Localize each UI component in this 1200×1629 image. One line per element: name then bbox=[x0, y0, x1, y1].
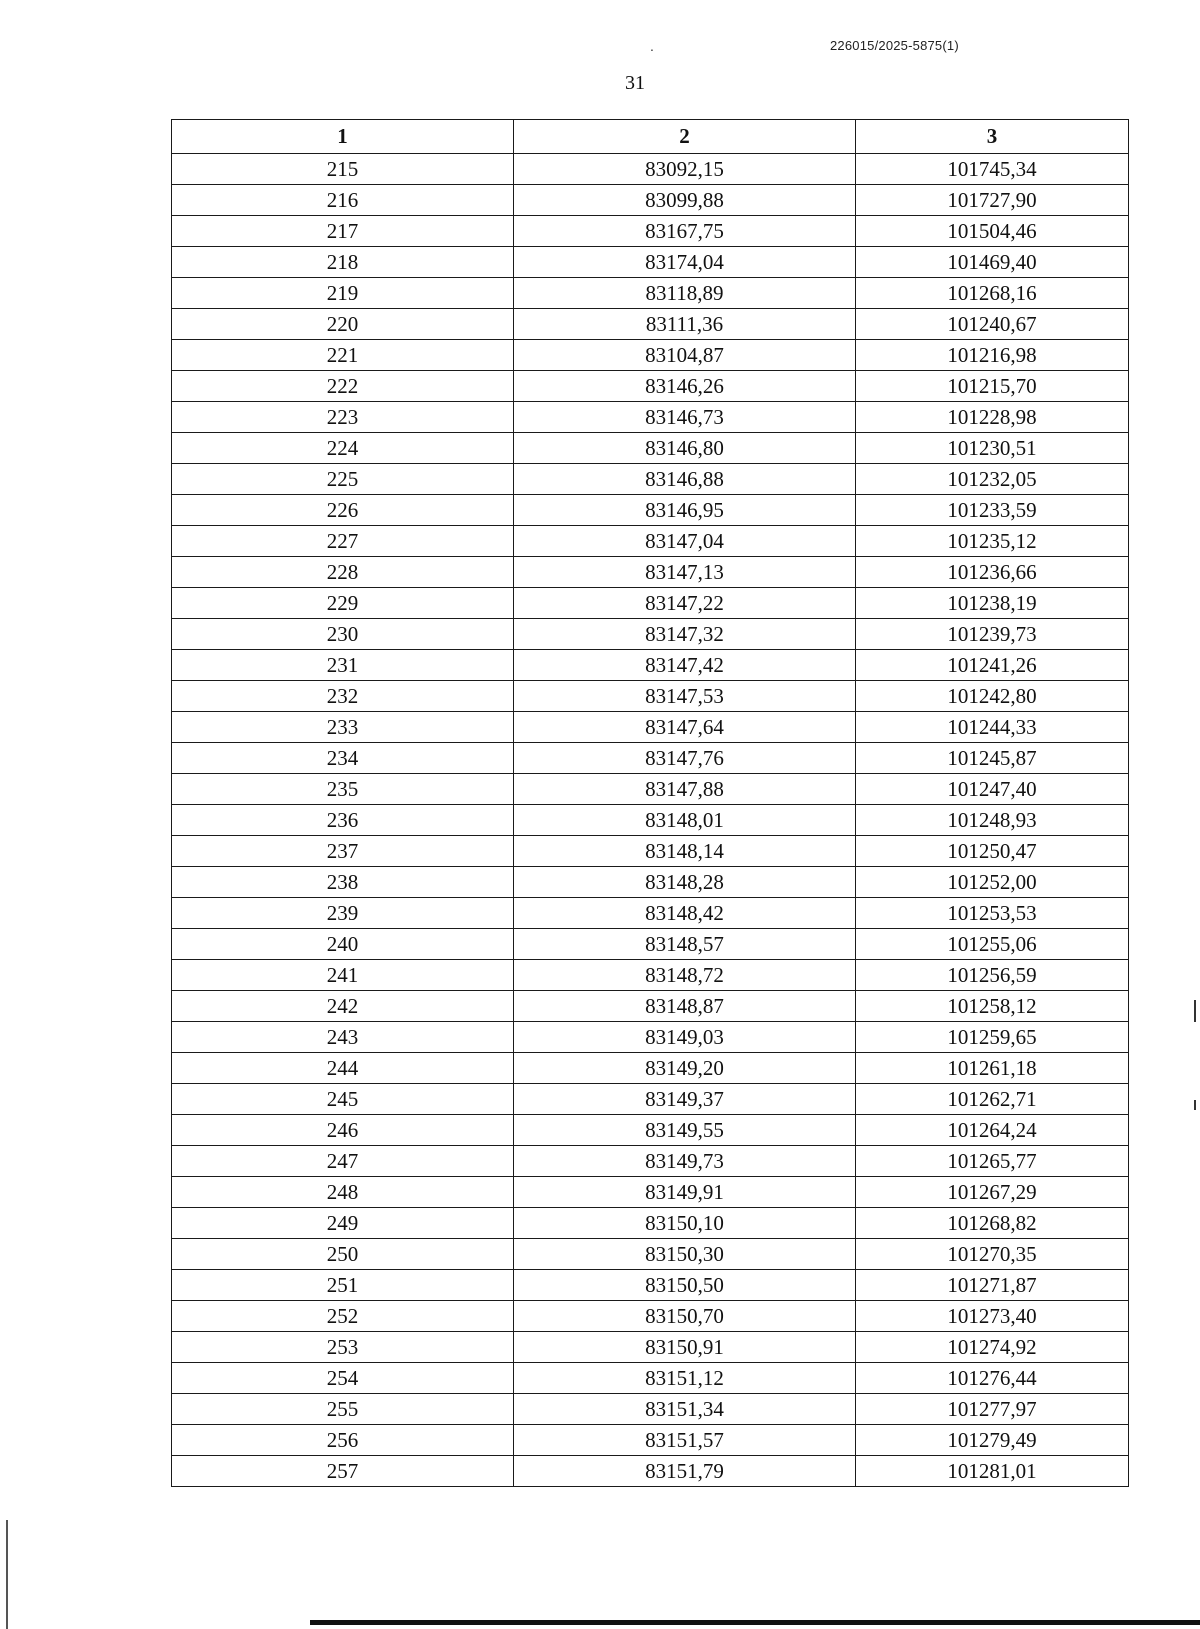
table-cell-col-1: 242 bbox=[172, 991, 514, 1022]
table-row bbox=[172, 1425, 1129, 1456]
table-cell-col-1: 234 bbox=[172, 743, 514, 774]
table-row bbox=[172, 743, 1129, 774]
table-cell-col-2: 83150,91 bbox=[514, 1332, 856, 1363]
scan-bottom-rule bbox=[310, 1620, 1200, 1625]
table-cell-col-2: 83104,87 bbox=[514, 340, 856, 371]
table-cell-col-2: 83150,50 bbox=[514, 1270, 856, 1301]
table-cell-col-2: 83150,30 bbox=[514, 1239, 856, 1270]
table-cell-col-1: 217 bbox=[172, 216, 514, 247]
table-row bbox=[172, 650, 1129, 681]
table-cell-col-1: 221 bbox=[172, 340, 514, 371]
table-cell-col-3: 101232,05 bbox=[856, 464, 1129, 495]
table-cell-col-3: 101264,24 bbox=[856, 1115, 1129, 1146]
table-cell-col-2: 83149,55 bbox=[514, 1115, 856, 1146]
table-cell-col-3: 101240,67 bbox=[856, 309, 1129, 340]
table-row bbox=[172, 526, 1129, 557]
table-cell-col-1: 224 bbox=[172, 433, 514, 464]
table-cell-col-2: 83148,01 bbox=[514, 805, 856, 836]
table-row bbox=[172, 1301, 1129, 1332]
table-cell-col-1: 216 bbox=[172, 185, 514, 216]
table-cell-col-1: 252 bbox=[172, 1301, 514, 1332]
table-row bbox=[172, 867, 1129, 898]
table-row bbox=[172, 402, 1129, 433]
table-cell-col-2: 83167,75 bbox=[514, 216, 856, 247]
table-cell-col-3: 101277,97 bbox=[856, 1394, 1129, 1425]
coordinates-table bbox=[171, 119, 1129, 1487]
table-cell-col-3: 101281,01 bbox=[856, 1456, 1129, 1487]
table-cell-col-2: 83147,22 bbox=[514, 588, 856, 619]
document-id: 226015/2025-5875(1) bbox=[830, 38, 959, 53]
table-cell-col-3: 101265,77 bbox=[856, 1146, 1129, 1177]
table-cell-col-2: 83148,14 bbox=[514, 836, 856, 867]
table-cell-col-3: 101247,40 bbox=[856, 774, 1129, 805]
table-row bbox=[172, 1208, 1129, 1239]
table-cell-col-1: 247 bbox=[172, 1146, 514, 1177]
column-header-1: 1 bbox=[172, 120, 514, 154]
table-row bbox=[172, 309, 1129, 340]
table-row bbox=[172, 1115, 1129, 1146]
table-cell-col-2: 83118,89 bbox=[514, 278, 856, 309]
table-row bbox=[172, 619, 1129, 650]
table-row bbox=[172, 1053, 1129, 1084]
table-cell-col-1: 244 bbox=[172, 1053, 514, 1084]
table-cell-col-3: 101469,40 bbox=[856, 247, 1129, 278]
table-cell-col-2: 83174,04 bbox=[514, 247, 856, 278]
table-row bbox=[172, 154, 1129, 185]
table-cell-col-3: 101250,47 bbox=[856, 836, 1129, 867]
table-cell-col-2: 83149,91 bbox=[514, 1177, 856, 1208]
table-cell-col-2: 83146,26 bbox=[514, 371, 856, 402]
table-row bbox=[172, 991, 1129, 1022]
table-row bbox=[172, 557, 1129, 588]
table-cell-col-2: 83149,03 bbox=[514, 1022, 856, 1053]
table-cell-col-1: 243 bbox=[172, 1022, 514, 1053]
table-cell-col-3: 101252,00 bbox=[856, 867, 1129, 898]
scan-artifact-mark bbox=[1194, 1100, 1196, 1110]
table-cell-col-1: 245 bbox=[172, 1084, 514, 1115]
table-row bbox=[172, 1332, 1129, 1363]
table-cell-col-1: 232 bbox=[172, 681, 514, 712]
table-cell-col-1: 230 bbox=[172, 619, 514, 650]
table-row bbox=[172, 185, 1129, 216]
column-header-2: 2 bbox=[514, 120, 856, 154]
table-cell-col-2: 83146,95 bbox=[514, 495, 856, 526]
table-row bbox=[172, 1363, 1129, 1394]
table-cell-col-2: 83150,10 bbox=[514, 1208, 856, 1239]
table-cell-col-2: 83149,20 bbox=[514, 1053, 856, 1084]
table-cell-col-1: 226 bbox=[172, 495, 514, 526]
table-cell-col-3: 101248,93 bbox=[856, 805, 1129, 836]
table-row bbox=[172, 836, 1129, 867]
table-cell-col-1: 229 bbox=[172, 588, 514, 619]
table-cell-col-2: 83151,34 bbox=[514, 1394, 856, 1425]
table-cell-col-1: 220 bbox=[172, 309, 514, 340]
table-cell-col-2: 83148,57 bbox=[514, 929, 856, 960]
table-cell-col-3: 101267,29 bbox=[856, 1177, 1129, 1208]
table-cell-col-3: 101504,46 bbox=[856, 216, 1129, 247]
table-cell-col-2: 83150,70 bbox=[514, 1301, 856, 1332]
table-cell-col-3: 101259,65 bbox=[856, 1022, 1129, 1053]
table-row bbox=[172, 1456, 1129, 1487]
table-cell-col-1: 256 bbox=[172, 1425, 514, 1456]
table-cell-col-1: 255 bbox=[172, 1394, 514, 1425]
table-row bbox=[172, 929, 1129, 960]
table-cell-col-2: 83146,80 bbox=[514, 433, 856, 464]
table-row bbox=[172, 340, 1129, 371]
table-row bbox=[172, 371, 1129, 402]
table-cell-col-3: 101242,80 bbox=[856, 681, 1129, 712]
table-cell-col-2: 83147,04 bbox=[514, 526, 856, 557]
table-cell-col-3: 101261,18 bbox=[856, 1053, 1129, 1084]
table-cell-col-3: 101262,71 bbox=[856, 1084, 1129, 1115]
table-cell-col-2: 83147,64 bbox=[514, 712, 856, 743]
table-row bbox=[172, 278, 1129, 309]
table-cell-col-1: 233 bbox=[172, 712, 514, 743]
table-row bbox=[172, 1270, 1129, 1301]
table-cell-col-1: 225 bbox=[172, 464, 514, 495]
table-cell-col-1: 231 bbox=[172, 650, 514, 681]
table-cell-col-2: 83146,73 bbox=[514, 402, 856, 433]
table-cell-col-1: 222 bbox=[172, 371, 514, 402]
table-row bbox=[172, 712, 1129, 743]
table-cell-col-3: 101255,06 bbox=[856, 929, 1129, 960]
table-cell-col-2: 83147,32 bbox=[514, 619, 856, 650]
table-cell-col-1: 246 bbox=[172, 1115, 514, 1146]
table-cell-col-2: 83148,72 bbox=[514, 960, 856, 991]
table-cell-col-3: 101241,26 bbox=[856, 650, 1129, 681]
table-cell-col-1: 251 bbox=[172, 1270, 514, 1301]
table-cell-col-3: 101727,90 bbox=[856, 185, 1129, 216]
table-row bbox=[172, 1022, 1129, 1053]
table-row bbox=[172, 247, 1129, 278]
table-cell-col-2: 83147,42 bbox=[514, 650, 856, 681]
table-cell-col-1: 238 bbox=[172, 867, 514, 898]
table-cell-col-3: 101279,49 bbox=[856, 1425, 1129, 1456]
table-cell-col-1: 250 bbox=[172, 1239, 514, 1270]
table-cell-col-2: 83111,36 bbox=[514, 309, 856, 340]
table-cell-col-1: 215 bbox=[172, 154, 514, 185]
table-cell-col-1: 240 bbox=[172, 929, 514, 960]
table-cell-col-2: 83149,73 bbox=[514, 1146, 856, 1177]
table-cell-col-3: 101274,92 bbox=[856, 1332, 1129, 1363]
table-row bbox=[172, 774, 1129, 805]
table-row bbox=[172, 1394, 1129, 1425]
table-cell-col-2: 83147,76 bbox=[514, 743, 856, 774]
table-cell-col-1: 223 bbox=[172, 402, 514, 433]
table-cell-col-2: 83147,88 bbox=[514, 774, 856, 805]
table-cell-col-3: 101233,59 bbox=[856, 495, 1129, 526]
table-cell-col-1: 235 bbox=[172, 774, 514, 805]
table-row bbox=[172, 588, 1129, 619]
table-cell-col-3: 101228,98 bbox=[856, 402, 1129, 433]
table-row bbox=[172, 433, 1129, 464]
table-cell-col-3: 101271,87 bbox=[856, 1270, 1129, 1301]
table-row bbox=[172, 216, 1129, 247]
table-body bbox=[172, 154, 1129, 1487]
table-cell-col-3: 101230,51 bbox=[856, 433, 1129, 464]
table-row bbox=[172, 1146, 1129, 1177]
table-cell-col-2: 83146,88 bbox=[514, 464, 856, 495]
table-row bbox=[172, 464, 1129, 495]
table-cell-col-2: 83151,57 bbox=[514, 1425, 856, 1456]
table-cell-col-3: 101215,70 bbox=[856, 371, 1129, 402]
table-cell-col-3: 101236,66 bbox=[856, 557, 1129, 588]
table-cell-col-3: 101245,87 bbox=[856, 743, 1129, 774]
table-row bbox=[172, 495, 1129, 526]
table-cell-col-3: 101270,35 bbox=[856, 1239, 1129, 1270]
table-cell-col-3: 101235,12 bbox=[856, 526, 1129, 557]
table-cell-col-1: 237 bbox=[172, 836, 514, 867]
table-cell-col-3: 101268,82 bbox=[856, 1208, 1129, 1239]
table-cell-col-1: 253 bbox=[172, 1332, 514, 1363]
table-cell-col-2: 83151,79 bbox=[514, 1456, 856, 1487]
table-cell-col-2: 83147,53 bbox=[514, 681, 856, 712]
table-cell-col-3: 101216,98 bbox=[856, 340, 1129, 371]
table-cell-col-1: 254 bbox=[172, 1363, 514, 1394]
table-cell-col-2: 83147,13 bbox=[514, 557, 856, 588]
scan-artifact-mark bbox=[1194, 1000, 1196, 1022]
table-cell-col-3: 101238,19 bbox=[856, 588, 1129, 619]
table-cell-col-2: 83148,42 bbox=[514, 898, 856, 929]
table-cell-col-2: 83148,28 bbox=[514, 867, 856, 898]
table-cell-col-3: 101253,53 bbox=[856, 898, 1129, 929]
table-header-row bbox=[172, 120, 1129, 154]
table-row bbox=[172, 1177, 1129, 1208]
table-cell-col-1: 236 bbox=[172, 805, 514, 836]
table-cell-col-3: 101258,12 bbox=[856, 991, 1129, 1022]
table-cell-col-3: 101239,73 bbox=[856, 619, 1129, 650]
table-row bbox=[172, 960, 1129, 991]
page-number: 31 bbox=[625, 72, 645, 94]
table-cell-col-3: 101745,34 bbox=[856, 154, 1129, 185]
table-cell-col-2: 83151,12 bbox=[514, 1363, 856, 1394]
table-row bbox=[172, 681, 1129, 712]
table-cell-col-3: 101256,59 bbox=[856, 960, 1129, 991]
table-cell-col-1: 228 bbox=[172, 557, 514, 588]
table-cell-col-1: 249 bbox=[172, 1208, 514, 1239]
table-cell-col-3: 101276,44 bbox=[856, 1363, 1129, 1394]
table-cell-col-1: 248 bbox=[172, 1177, 514, 1208]
table-cell-col-2: 83149,37 bbox=[514, 1084, 856, 1115]
scan-edge-line bbox=[6, 1520, 8, 1629]
table-cell-col-1: 219 bbox=[172, 278, 514, 309]
table-cell-col-3: 101268,16 bbox=[856, 278, 1129, 309]
table-row bbox=[172, 805, 1129, 836]
column-header-3: 3 bbox=[856, 120, 1129, 154]
table-cell-col-2: 83092,15 bbox=[514, 154, 856, 185]
table-cell-col-1: 227 bbox=[172, 526, 514, 557]
table-cell-col-1: 257 bbox=[172, 1456, 514, 1487]
table-cell-col-3: 101273,40 bbox=[856, 1301, 1129, 1332]
table-cell-col-2: 83099,88 bbox=[514, 185, 856, 216]
table-row bbox=[172, 898, 1129, 929]
table-cell-col-1: 218 bbox=[172, 247, 514, 278]
table-cell-col-3: 101244,33 bbox=[856, 712, 1129, 743]
table-row bbox=[172, 1084, 1129, 1115]
scan-dot-mark: . bbox=[650, 38, 654, 54]
table-cell-col-1: 239 bbox=[172, 898, 514, 929]
table-row bbox=[172, 1239, 1129, 1270]
table-cell-col-1: 241 bbox=[172, 960, 514, 991]
table-cell-col-2: 83148,87 bbox=[514, 991, 856, 1022]
